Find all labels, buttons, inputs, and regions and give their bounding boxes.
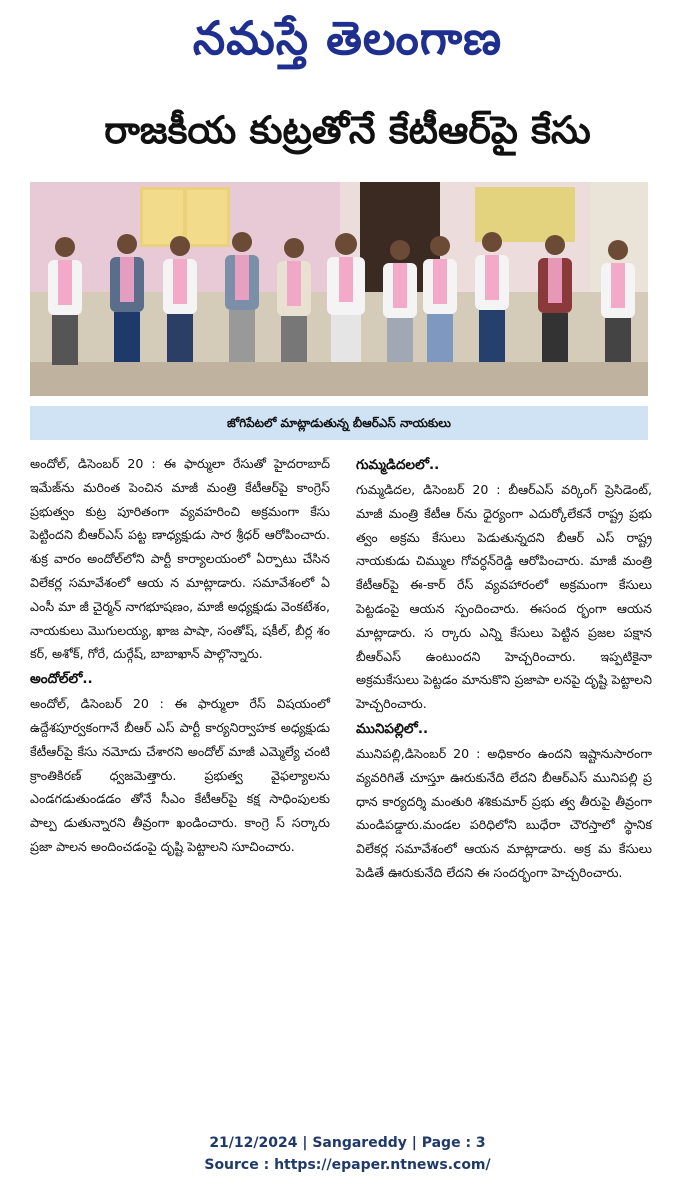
footer-source-link[interactable]: Source : https://epaper.ntnews.com/ [204,1157,491,1173]
subheading-gummadidala: గుమ్మడిదలలో.. [356,457,440,473]
article-column-right [356,452,652,885]
newspaper-masthead: నమస్తే తెలంగాణ [192,11,503,65]
paragraph-andole-1: అందోల్, డిసెంబర్ 20 : ఈ ఫార్ములా రేసుతో హైదరాబాద్ ఇమేజ్‌ను మరింత పెంచిన మాజీ మంత్రి కేటీఆర్‌పై కాంగ్రెస్ ప్రభుత్వం కుట్ర పూరితంగా వ్యవహరించి అక్రమంగా కేసు పెట్టిందని బీఆర్ఎస్ పట్ట ణాధ్యక్షుడు సార శ్రీధర్ ఆరోపించారు. శుక్ర వారం అందోల్‌లోని పార్టీ కార్యాలయంలో ఏర్పాటు చేసిన విలేకర్ల సమావేశంలో ఆయ న మాట్లాడారు. సమావేశంలో ఏ ఎంసీ మా జీ చైర్మన్ నాగభూషణం, మాజీ అధ్యక్షుడు వెంకటేశం, నాయకులు మొగులయ్య, ఖాజ పాషా, సంతోష్, షకీల్, బీర్ల శం కర్, అశోక్, గోరే, దుర్గేష్, బాబాఖాన్ పాల్గొన్నారు. [30,456,330,662]
footer-date-edition: 21/12/2024 | Sangareddy | Page : 3 [209,1135,486,1151]
photo-caption: జోగిపేటలో మాట్లాడుతున్న బీఆర్ఎస్ నాయకులు [30,406,648,440]
subheading-munipally: మునిపల్లిలో.. [356,720,429,737]
article-headline: రాజకీయ కుట్రతోనే కేటీఆర్‌పై కేసు [104,108,591,152]
paragraph-gummadidala: గుమ్మడిదల, డిసెంబర్ 20 : బీఆర్ఎస్ వర్కింగ్ ప్రెసిడెంట్, మాజీ మంత్రి కేటీఆ ర్‌ను ధైర్యంగా ఎదుర్కోలేకనే రాష్ట్ర ప్రభు త్వం అక్రమ కేసులు పెడుతున్నదని బీఆర్ ఎస్ రాష్ట్ర నాయకుడు చిమ్ముల గోవర్ధన్‌రెడ్డి ఆరోపించారు. మాజీ మంత్రి కేటీఆర్‌పై ఈ-కార్ రేస్ వ్యవహారంలో అక్రమంగా కేసులు పెట్టడంపై ఆయన స్పందించారు. ఈసంద ర్భంగా ఆయన మాట్లాడారు. స ర్కారు ఎన్ని కేసులు పెట్టిన ప్రజల పక్షాన బీఆర్ఎస్ ఉంటుందని హెచ్చరించారు. ఇప్పటికైనా అక్రమకేసులు పెట్టడం మానుకొని ప్రజాపా లనపై దృష్టి పెట్టాలని హెచ్చరించారు. [356,482,652,712]
article-column-left [30,452,330,859]
paragraph-andole-2: అందోల్, డిసెంబర్ 20 : ఈ ఫార్ములా రేస్ విషయంలో ఉద్దేశపూర్వకంగానే బీఆర్ ఎస్ పార్టీ కార్యనిర్వాహక అధ్యక్షుడు కేటీఆర్‌పై కేసు నమోదు చేశారని అందోల్ మాజీ ఎమ్మెల్యే చంటి క్రాంతికిరణ్ ధ్వజమెత్తారు. ప్రభుత్వ వైఫల్యాలను ఎండగడుతుండడం తోనే సీఎం కేటీఆర్‌పై కక్ష సాధింపులకు పాల్ప డుతున్నారని తీవ్రంగా ఖండించారు. కాంగ్రె స్ సర్కారు ప్రజా పాలన అందించడంపై దృష్టి పెట్టాలని సూచించారు. [30,696,330,854]
page-footer [0,1132,695,1176]
subheading-andole: అందోల్‌లో.. [30,671,93,688]
news-photo [30,182,648,396]
paragraph-munipally: మునిపల్లి,డిసెంబర్ 20 : అధికారం ఉందని ఇష్టానుసారంగా వ్యవరిగితే చూస్తూ ఊరుకునేది లేదని బీఆర్ఎస్ మునిపల్లి ప్ర ధాన కార్యదర్శి మంతురి శశికుమార్ ప్రభు త్వ తీరుపై తీవ్రంగా మండిపడ్డారు.మండల పరిధిలోని బుధేరా చౌరస్తాలో స్థానిక విలేకర్ల సమావేశంలో ఆయన మాట్లాడారు. అక్ర మ కేసులు పెడితే ఊరుకునేది లేదని ఈ సందర్భంగా హెచ్చరించారు. [356,745,652,880]
